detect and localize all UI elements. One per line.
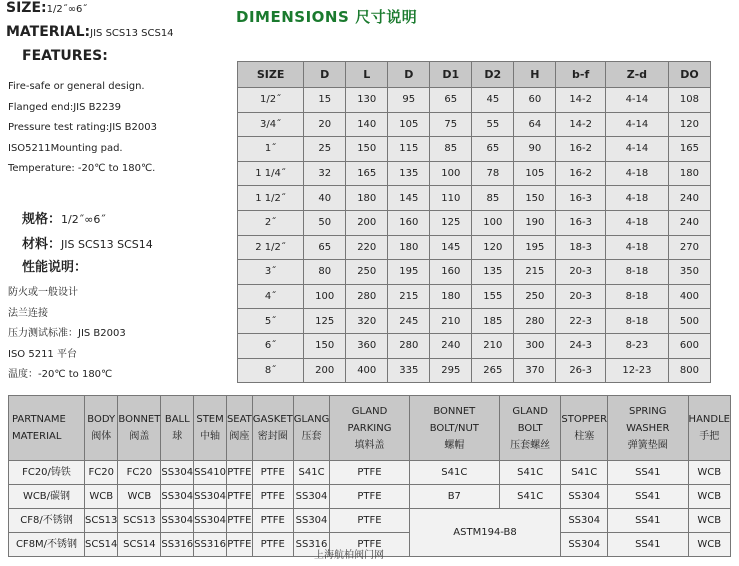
size-label: SIZE:	[6, 0, 47, 16]
part-name-cn: 中轴	[200, 431, 221, 442]
dim-value-cell: 125	[430, 210, 472, 235]
table-row	[238, 358, 711, 383]
dim-value-cell: 180	[388, 235, 430, 260]
part-header-cell	[330, 396, 409, 461]
dim-value-cell: 120	[472, 235, 514, 260]
part-header-cell	[499, 396, 560, 461]
material-column-label: MATERIAL	[12, 431, 62, 442]
dim-value-cell: 245	[388, 309, 430, 334]
part-header-cell	[293, 396, 330, 461]
table-row	[238, 112, 711, 137]
material-value-cell: FC20	[85, 461, 118, 485]
material-value: JIS SCS13 SCS14	[90, 28, 174, 39]
materials-header-row	[9, 396, 731, 461]
dim-value-cell: 78	[472, 161, 514, 186]
material-value-cell: PTFE	[226, 485, 252, 509]
dim-value-cell: 210	[472, 333, 514, 358]
part-name-en: HANDLE	[688, 414, 730, 425]
cn-feature-item: 防火或一般设计	[8, 287, 78, 298]
cn-spec-label: 规格：	[22, 212, 62, 227]
material-value-cell: SS304	[161, 509, 194, 533]
dim-value-cell: 12-23	[605, 358, 668, 383]
dimensions-body	[238, 88, 711, 383]
dim-value-cell: 16-2	[556, 161, 606, 186]
material-value-cell: SS304	[561, 485, 608, 509]
cn-spec-value: 1/2˝∞6˝	[61, 213, 106, 226]
dim-value-cell: 360	[346, 333, 388, 358]
dim-header-cell: D	[388, 62, 430, 88]
size-cell: 4˝	[238, 284, 304, 309]
dim-value-cell: 4-18	[605, 235, 668, 260]
material-value-cell: SS304	[194, 485, 227, 509]
cn-spec-line	[22, 208, 106, 227]
material-value-cell: S41C	[293, 461, 330, 485]
dim-value-cell: 195	[388, 260, 430, 285]
dim-value-cell: 135	[472, 260, 514, 285]
material-value-cell: WCB	[688, 461, 730, 485]
dim-value-cell: 20-3	[556, 260, 606, 285]
size-value: 1/2˝∞6˝	[46, 4, 88, 15]
feature-item: Fire-safe or general design.	[8, 81, 145, 92]
dimensions-header-row	[238, 62, 711, 88]
dim-value-cell: 600	[668, 333, 710, 358]
part-name-en: BODY	[87, 414, 116, 425]
merged-bolt-cell: ASTM194-B8	[409, 509, 561, 557]
part-name-en: BONNET BOLT/NUT	[429, 405, 479, 434]
material-value-cell: PTFE	[252, 509, 293, 533]
dim-value-cell: 55	[472, 112, 514, 137]
table-row	[238, 137, 711, 162]
part-name-cn: 填料盖	[354, 439, 385, 451]
material-value-cell: SS304	[161, 485, 194, 509]
feature-item: Pressure test rating:JIS B2003	[8, 122, 157, 134]
part-name-en: GLANG	[293, 414, 330, 425]
size-cell: 3˝	[238, 260, 304, 285]
cn-material-line	[22, 233, 153, 252]
material-name-cell: CF8/不锈钢	[9, 509, 85, 533]
material-value-cell: SS41	[608, 461, 688, 485]
dim-value-cell: 500	[668, 309, 710, 334]
part-name-cn: 密封圈	[257, 431, 288, 442]
dim-value-cell: 120	[668, 112, 710, 137]
dimensions-title	[236, 6, 417, 27]
footer-text: 上海航柏阀门网	[314, 550, 384, 561]
dim-value-cell: 25	[304, 137, 346, 162]
part-name-en: BALL	[164, 414, 190, 425]
dim-value-cell: 200	[304, 358, 346, 383]
dim-value-cell: 240	[668, 210, 710, 235]
dim-value-cell: 45	[472, 88, 514, 113]
part-name-cn: 阀体	[91, 431, 112, 442]
part-name-en: BONNET	[118, 414, 161, 425]
part-header-cell	[161, 396, 194, 461]
features-heading: FEATURES:	[22, 48, 108, 64]
part-name-cn: 柱塞	[574, 431, 595, 442]
dim-value-cell: 190	[514, 210, 556, 235]
part-name-cn: 压套	[301, 431, 322, 442]
material-value-cell: SCS13	[118, 509, 161, 533]
dim-header-cell: SIZE	[238, 62, 304, 88]
dim-header-cell: b-f	[556, 62, 606, 88]
dim-value-cell: 300	[514, 333, 556, 358]
part-header-cell	[409, 396, 499, 461]
material-value-cell: PTFE	[226, 461, 252, 485]
material-value-cell: SS304	[293, 485, 330, 509]
dim-value-cell: 8-18	[605, 309, 668, 334]
dim-value-cell: 280	[514, 309, 556, 334]
dim-value-cell: 180	[668, 161, 710, 186]
size-cell: 1/2˝	[238, 88, 304, 113]
dim-value-cell: 335	[388, 358, 430, 383]
part-name-en: GLAND PARKING	[347, 405, 392, 434]
table-row	[238, 309, 711, 334]
dim-value-cell: 250	[346, 260, 388, 285]
dim-value-cell: 85	[472, 186, 514, 211]
dim-value-cell: 295	[430, 358, 472, 383]
part-name-cn: 球	[172, 431, 183, 442]
partname-label: PARTNAME	[12, 414, 66, 425]
dim-value-cell: 185	[472, 309, 514, 334]
partname-material-header	[9, 396, 85, 461]
material-value-cell: PTFE	[330, 509, 409, 533]
part-name-en: STEM	[196, 414, 224, 425]
part-header-cell	[118, 396, 161, 461]
material-value-cell: S41C	[499, 485, 560, 509]
material-value-cell: SCS14	[118, 533, 161, 557]
cn-feature-item: 温度：-20℃ to 180℃	[8, 369, 113, 381]
material-value-cell: PTFE	[330, 533, 409, 557]
material-value-cell: PTFE	[226, 533, 252, 557]
material-heading	[6, 24, 174, 40]
dim-value-cell: 4-14	[605, 88, 668, 113]
dim-value-cell: 64	[514, 112, 556, 137]
dim-value-cell: 280	[388, 333, 430, 358]
part-name-en: SEAT	[226, 414, 252, 425]
part-name-cn: 阀盖	[129, 431, 150, 442]
dim-value-cell: 240	[430, 333, 472, 358]
cn-features-list	[8, 283, 126, 386]
materials-body	[9, 461, 731, 557]
part-name-en: GASKET	[252, 414, 293, 425]
material-value-cell: SS304	[561, 533, 608, 557]
material-value-cell: B7	[409, 485, 499, 509]
dim-value-cell: 90	[514, 137, 556, 162]
part-name-cn: 螺帽	[444, 439, 465, 451]
material-value-cell: SS304	[561, 509, 608, 533]
dim-value-cell: 4-18	[605, 210, 668, 235]
size-cell: 2˝	[238, 210, 304, 235]
part-name-cn: 压套螺丝	[510, 439, 551, 451]
material-value-cell: FC20	[118, 461, 161, 485]
dim-value-cell: 200	[346, 210, 388, 235]
dim-value-cell: 150	[304, 333, 346, 358]
table-row	[238, 260, 711, 285]
material-value-cell: SS304	[194, 509, 227, 533]
dimensions-title-cn: 尺寸说明	[355, 8, 418, 26]
material-value-cell: SS41	[608, 533, 688, 557]
material-value-cell: SS304	[293, 509, 330, 533]
dim-value-cell: 65	[430, 88, 472, 113]
part-name-cn: 手把	[699, 431, 720, 442]
dim-value-cell: 4-14	[605, 112, 668, 137]
dimensions-table	[237, 61, 711, 383]
cn-material-value: JIS SCS13 SCS14	[61, 238, 153, 251]
dim-value-cell: 26-3	[556, 358, 606, 383]
dim-value-cell: 80	[304, 260, 346, 285]
material-value-cell: SCS14	[85, 533, 118, 557]
dim-value-cell: 165	[668, 137, 710, 162]
dim-value-cell: 125	[304, 309, 346, 334]
dim-value-cell: 265	[472, 358, 514, 383]
feature-item: Flanged end:JIS B2239	[8, 101, 121, 113]
dim-value-cell: 250	[514, 284, 556, 309]
table-row	[9, 509, 731, 533]
dim-header-cell: D2	[472, 62, 514, 88]
dim-value-cell: 20-3	[556, 284, 606, 309]
dim-value-cell: 65	[472, 137, 514, 162]
dim-value-cell: 145	[430, 235, 472, 260]
dim-value-cell: 135	[388, 161, 430, 186]
dim-value-cell: 140	[346, 112, 388, 137]
dim-value-cell: 20	[304, 112, 346, 137]
dim-header-cell: DO	[668, 62, 710, 88]
dim-value-cell: 270	[668, 235, 710, 260]
dim-value-cell: 50	[304, 210, 346, 235]
table-row	[238, 161, 711, 186]
material-value-cell: SS410	[194, 461, 227, 485]
cn-feature-item: 压力测试标准：JIS B2003	[8, 328, 126, 340]
size-cell: 8˝	[238, 358, 304, 383]
table-row	[238, 284, 711, 309]
dim-value-cell: 22-3	[556, 309, 606, 334]
size-cell: 2 1/2˝	[238, 235, 304, 260]
cn-material-label: 材料：	[22, 237, 62, 252]
dim-value-cell: 100	[304, 284, 346, 309]
dim-value-cell: 15	[304, 88, 346, 113]
material-value-cell: PTFE	[252, 485, 293, 509]
feature-item: ISO5211Mounting pad.	[8, 142, 123, 154]
part-header-cell	[688, 396, 730, 461]
part-name-cn: 弹簧垫圈	[627, 439, 668, 451]
cn-feature-item: ISO 5211 平台	[8, 348, 77, 360]
dim-header-cell: D1	[430, 62, 472, 88]
size-cell: 1 1/2˝	[238, 186, 304, 211]
part-name-en: SPRING WASHER	[626, 405, 670, 434]
dim-value-cell: 180	[346, 186, 388, 211]
size-cell: 5˝	[238, 309, 304, 334]
dim-value-cell: 105	[514, 161, 556, 186]
dim-value-cell: 160	[388, 210, 430, 235]
material-value-cell: SS316	[194, 533, 227, 557]
material-value-cell: PTFE	[252, 533, 293, 557]
dim-value-cell: 60	[514, 88, 556, 113]
dim-header-cell: D	[304, 62, 346, 88]
material-value-cell: S41C	[499, 461, 560, 485]
size-heading	[6, 0, 87, 16]
dim-value-cell: 4-18	[605, 161, 668, 186]
material-value-cell: SS41	[608, 485, 688, 509]
dim-header-cell: Z-d	[605, 62, 668, 88]
part-header-cell	[194, 396, 227, 461]
dim-value-cell: 150	[346, 137, 388, 162]
table-row	[238, 210, 711, 235]
dim-value-cell: 165	[346, 161, 388, 186]
material-name-cell: WCB/碳钢	[9, 485, 85, 509]
material-value-cell: WCB	[688, 485, 730, 509]
dim-value-cell: 65	[304, 235, 346, 260]
material-name-cell: FC20/铸铁	[9, 461, 85, 485]
material-value-cell: WCB	[688, 509, 730, 533]
part-header-cell	[85, 396, 118, 461]
size-cell: 1 1/4˝	[238, 161, 304, 186]
dim-value-cell: 85	[430, 137, 472, 162]
material-value-cell: PTFE	[330, 485, 409, 509]
dim-value-cell: 108	[668, 88, 710, 113]
table-row	[238, 333, 711, 358]
material-value-cell: WCB	[85, 485, 118, 509]
dim-value-cell: 4-14	[605, 137, 668, 162]
dim-value-cell: 210	[430, 309, 472, 334]
dim-value-cell: 105	[388, 112, 430, 137]
dim-value-cell: 8-23	[605, 333, 668, 358]
dim-value-cell: 215	[388, 284, 430, 309]
dim-value-cell: 4-18	[605, 186, 668, 211]
part-header-cell	[252, 396, 293, 461]
dim-value-cell: 280	[346, 284, 388, 309]
cn-performance-heading: 性能说明：	[22, 260, 88, 275]
dim-header-cell: L	[346, 62, 388, 88]
material-label: MATERIAL:	[6, 24, 91, 40]
dim-value-cell: 75	[430, 112, 472, 137]
material-value-cell: SS304	[161, 461, 194, 485]
size-cell: 6˝	[238, 333, 304, 358]
dim-value-cell: 8-18	[605, 260, 668, 285]
dim-value-cell: 320	[346, 309, 388, 334]
material-value-cell: PTFE	[252, 461, 293, 485]
part-header-cell	[608, 396, 688, 461]
dim-value-cell: 350	[668, 260, 710, 285]
part-name-en: STOPPER	[561, 414, 608, 425]
dim-value-cell: 145	[388, 186, 430, 211]
material-value-cell: SS41	[608, 509, 688, 533]
dim-value-cell: 370	[514, 358, 556, 383]
material-value-cell: WCB	[118, 485, 161, 509]
material-value-cell: SS316	[161, 533, 194, 557]
dim-value-cell: 16-2	[556, 137, 606, 162]
dim-value-cell: 195	[514, 235, 556, 260]
material-name-cell: CF8M/不锈钢	[9, 533, 85, 557]
dim-value-cell: 14-2	[556, 112, 606, 137]
feature-item: Temperature: -20℃ to 180℃.	[8, 163, 156, 175]
dim-value-cell: 110	[430, 186, 472, 211]
dim-value-cell: 240	[668, 186, 710, 211]
dim-value-cell: 215	[514, 260, 556, 285]
dim-value-cell: 14-2	[556, 88, 606, 113]
dim-value-cell: 400	[346, 358, 388, 383]
table-row	[238, 235, 711, 260]
size-cell: 3/4˝	[238, 112, 304, 137]
dim-value-cell: 180	[430, 284, 472, 309]
material-value-cell: PTFE	[226, 509, 252, 533]
table-row	[238, 88, 711, 113]
dim-value-cell: 100	[472, 210, 514, 235]
cn-feature-item: 法兰连接	[8, 307, 48, 319]
dim-value-cell: 8-18	[605, 284, 668, 309]
dim-value-cell: 40	[304, 186, 346, 211]
part-header-cell	[226, 396, 252, 461]
dim-value-cell: 155	[472, 284, 514, 309]
part-name-en: GLAND BOLT	[512, 405, 548, 434]
dim-value-cell: 150	[514, 186, 556, 211]
materials-table	[8, 395, 731, 557]
part-header-cell	[561, 396, 608, 461]
material-value-cell: PTFE	[330, 461, 409, 485]
dim-value-cell: 18-3	[556, 235, 606, 260]
dim-value-cell: 400	[668, 284, 710, 309]
material-value-cell: WCB	[688, 533, 730, 557]
dim-value-cell: 100	[430, 161, 472, 186]
material-value-cell: SS316	[293, 533, 330, 557]
material-value-cell: SCS13	[85, 509, 118, 533]
table-row	[9, 461, 731, 485]
dim-value-cell: 16-3	[556, 210, 606, 235]
dim-value-cell: 115	[388, 137, 430, 162]
dim-value-cell: 24-3	[556, 333, 606, 358]
material-value-cell: S41C	[561, 461, 608, 485]
dim-value-cell: 16-3	[556, 186, 606, 211]
features-list	[8, 77, 157, 180]
part-name-cn: 阀座	[229, 431, 250, 442]
dim-header-cell: H	[514, 62, 556, 88]
dimensions-title-en: DIMENSIONS	[236, 8, 350, 26]
table-row	[9, 485, 731, 509]
dim-value-cell: 220	[346, 235, 388, 260]
dim-value-cell: 160	[430, 260, 472, 285]
dim-value-cell: 800	[668, 358, 710, 383]
dim-value-cell: 32	[304, 161, 346, 186]
material-value-cell: S41C	[409, 461, 499, 485]
dim-value-cell: 95	[388, 88, 430, 113]
dim-value-cell: 130	[346, 88, 388, 113]
size-cell: 1˝	[238, 137, 304, 162]
table-row	[238, 186, 711, 211]
